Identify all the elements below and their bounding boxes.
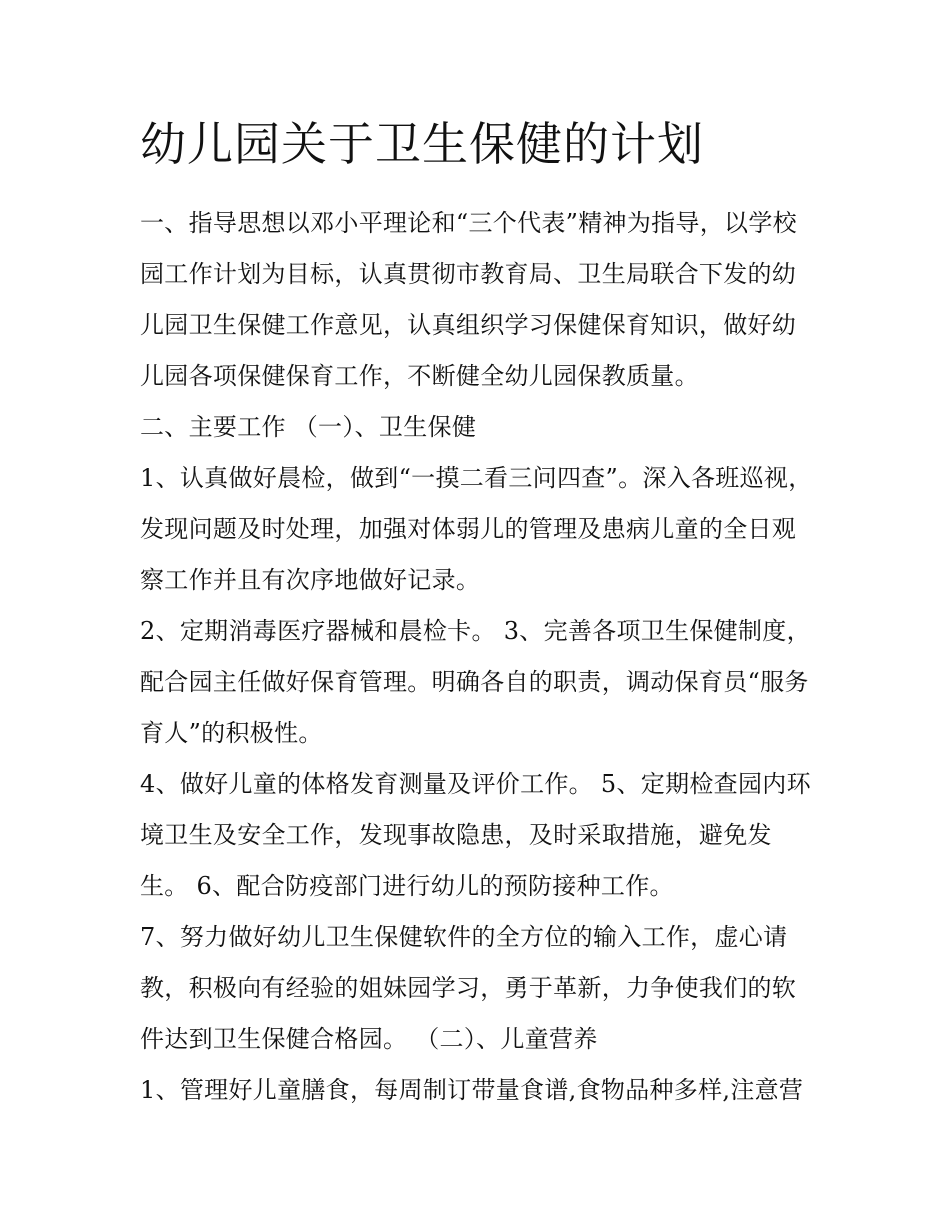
paragraph-guiding-ideology: 一、指导思想以邓小平理论和“三个代表”精神为指导，以学校园工作计划为目标，认真贯彻市教育局、卫生局联合下发的幼儿园卫生保健工作意见，认真组织学习保健保育知识，做好幼儿园各项保健保育工作，不断健全幼儿园保教质量。: [140, 209, 797, 390]
paragraph-item-1: 1、认真做好晨检，做到“一摸二看三问四查”。深入各班巡视，发现问题及时处理，加强对体弱儿的管理及患病儿童的全日观察工作并且有次序地做好记录。: [140, 464, 813, 594]
paragraph-items-2-3: 2、定期消毒医疗器械和晨检卡。 3、完善各项卫生保健制度，配合园主任做好保育管理。明确各自的职责，调动保育员“服务育人”的积极性。: [140, 617, 811, 747]
document-title: 幼儿园关于卫生保健的计划: [140, 117, 704, 171]
paragraph-items-4-6: 4、做好儿童的体格发育测量及评价工作。 5、定期检查园内环境卫生及安全工作，发现事故隐患，及时采取措施，避免发生。 6、配合防疫部门进行幼儿的预防接种工作。: [140, 770, 811, 900]
paragraph-nutrition-item-1: 1、管理好儿童膳食，每周制订带量食谱,食物品种多样,注意营: [140, 1076, 804, 1104]
document-body: [140, 198, 820, 1116]
paragraph-main-work-heading: 二、主要工作 （一）、卫生保健: [140, 413, 477, 441]
paragraph-item-7: 7、努力做好幼儿卫生保健软件的全方位的输入工作，虚心请教，积极向有经验的姐妹园学习，勇于革新，力争使我们的软件达到卫生保健合格园。 （二）、儿童营养: [140, 923, 797, 1053]
